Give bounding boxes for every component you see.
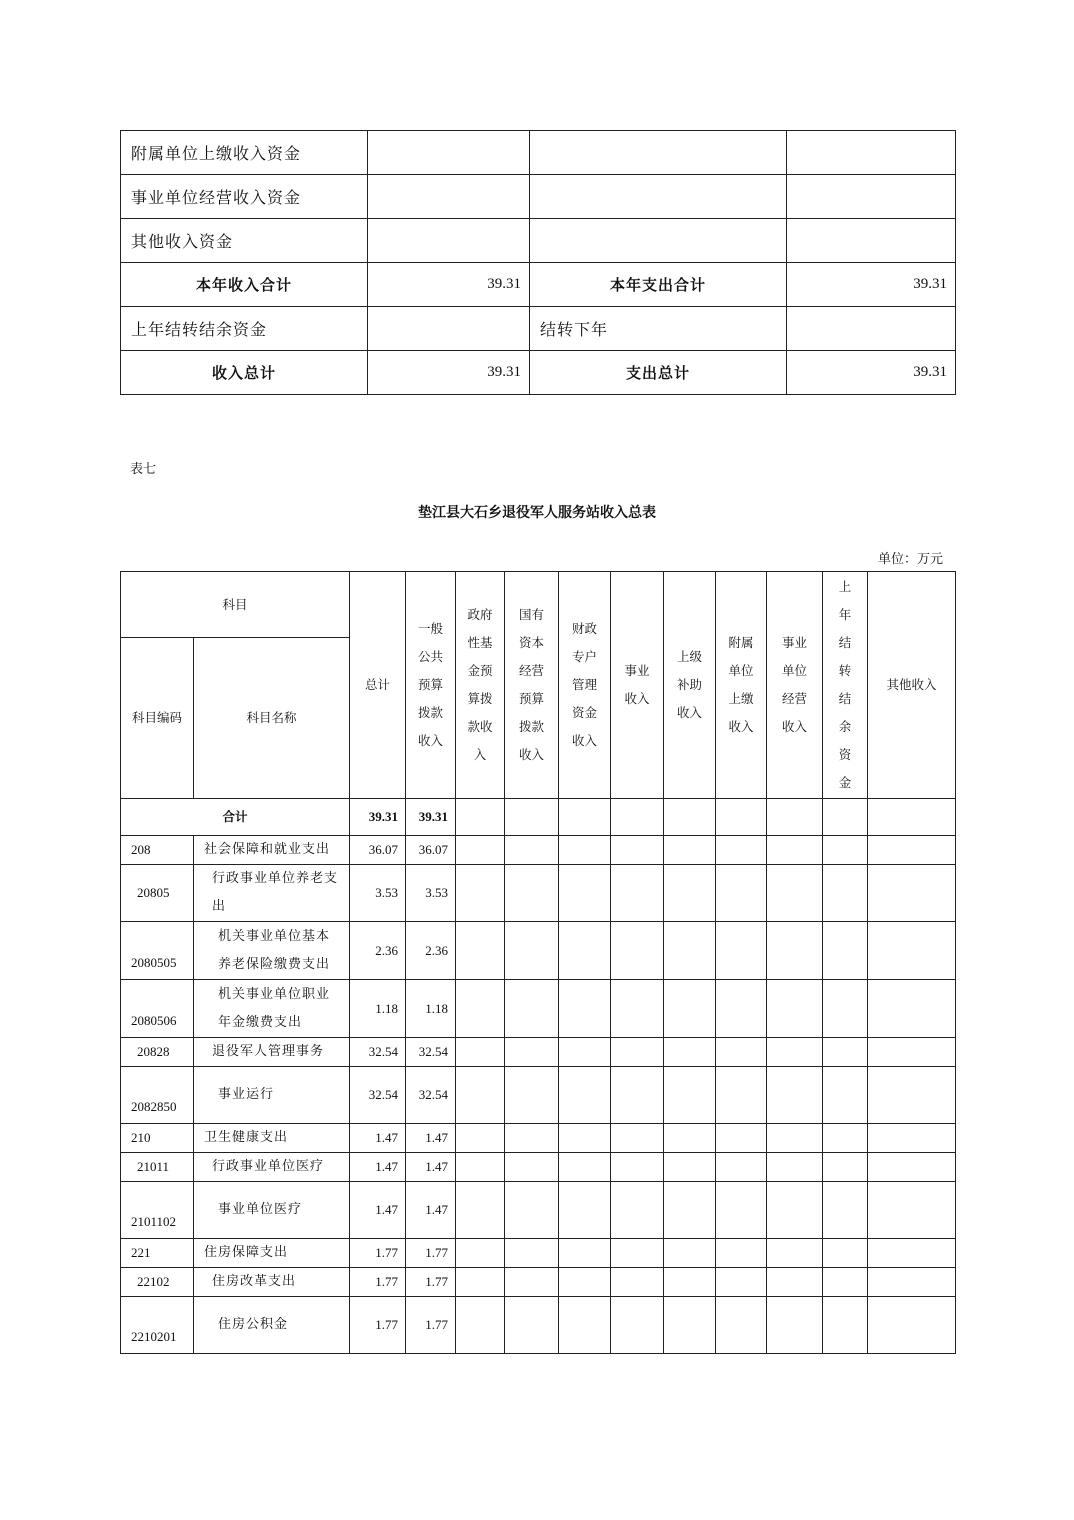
- row-general: 1.47: [406, 1124, 456, 1153]
- row-general: 32.54: [406, 1067, 456, 1124]
- unit-label: 单位：万元: [877, 552, 943, 567]
- summary-table: [120, 130, 956, 395]
- row-code: 221: [121, 1239, 194, 1268]
- row-general: 1.77: [406, 1239, 456, 1268]
- row-general: 1.77: [406, 1297, 456, 1354]
- summary-label: 收入总计: [121, 351, 368, 395]
- summary-right-label: 本年支出合计: [530, 263, 787, 307]
- header-carryover: [823, 572, 868, 799]
- row-code: 21011: [121, 1153, 194, 1182]
- summary-label: 本年收入合计: [121, 263, 368, 307]
- summary-right-value: [787, 219, 956, 263]
- row-total: 32.54: [350, 1067, 406, 1124]
- summary-value: [368, 175, 530, 219]
- row-name: 事业运行: [194, 1067, 350, 1124]
- row-total: 1.47: [350, 1124, 406, 1153]
- summary-right-value: [787, 175, 956, 219]
- header-affiliated-text: 附属单位上缴收入: [728, 635, 754, 734]
- summary-right-label: 结转下年: [530, 307, 787, 351]
- header-business: [611, 572, 664, 799]
- summary-value: [368, 219, 530, 263]
- row-name: 社会保障和就业支出: [194, 836, 350, 865]
- row-code: 2082850: [121, 1067, 194, 1124]
- row-total: 1.77: [350, 1297, 406, 1354]
- header-operating-text: 事业单位经营收入: [782, 635, 808, 734]
- row-general: 1.47: [406, 1182, 456, 1239]
- total-row: [121, 799, 956, 836]
- summary-right-label: 支出总计: [530, 351, 787, 395]
- header-other: 其他收入: [868, 572, 956, 799]
- row-name: 行政事业单位医疗: [194, 1153, 350, 1182]
- row-general: 32.54: [406, 1038, 456, 1067]
- row-total: 1.47: [350, 1153, 406, 1182]
- summary-label: 上年结转结余资金: [121, 307, 368, 351]
- row-name-text: 行政事业单位养老支出: [212, 871, 339, 914]
- row-code: 208: [121, 836, 194, 865]
- summary-row: [121, 219, 956, 263]
- table-tag: 表七: [130, 462, 157, 477]
- row-total: 2.36: [350, 922, 406, 980]
- summary-right-value: 39.31: [787, 351, 956, 395]
- table-row: [121, 1038, 956, 1067]
- row-code: 210: [121, 1124, 194, 1153]
- summary-value: 39.31: [368, 263, 530, 307]
- total-label: 合计: [121, 799, 350, 836]
- summary-row: [121, 131, 956, 175]
- header-name: 科目名称: [194, 638, 350, 799]
- total-value: 39.31: [350, 799, 406, 836]
- summary-right-label: [530, 131, 787, 175]
- table-row: [121, 865, 956, 922]
- header-superior-text: 上级补助收入: [677, 649, 703, 720]
- total-general: 39.31: [406, 799, 456, 836]
- summary-right-label: [530, 219, 787, 263]
- income-table: [120, 571, 956, 1354]
- row-total: 3.53: [350, 865, 406, 922]
- row-general: 1.18: [406, 980, 456, 1038]
- row-general: 2.36: [406, 922, 456, 980]
- row-total: 1.77: [350, 1239, 406, 1268]
- summary-right-value: 39.31: [787, 263, 956, 307]
- header-operating: [767, 572, 823, 799]
- summary-row: [121, 263, 956, 307]
- header-fiscal-special-text: 财政专户管理资金收入: [572, 621, 598, 748]
- row-total: 1.47: [350, 1182, 406, 1239]
- row-name-text: 机关事业单位基本养老保险缴费支出: [218, 928, 331, 972]
- row-name: 住房公积金: [194, 1297, 350, 1354]
- table-row: [121, 1239, 956, 1268]
- table-row: [121, 1182, 956, 1239]
- table-row: [121, 922, 956, 980]
- row-general: 3.53: [406, 865, 456, 922]
- table-row: [121, 1297, 956, 1354]
- header-state-capital: [505, 572, 559, 799]
- row-name: [194, 980, 350, 1038]
- row-total: 36.07: [350, 836, 406, 865]
- header-carryover-text: 上年结转结余资金: [838, 579, 852, 790]
- row-code: 2101102: [121, 1182, 194, 1239]
- row-name-text: 机关事业单位职业年金缴费支出: [218, 986, 331, 1030]
- table-row: [121, 980, 956, 1038]
- header-gov-fund: [456, 572, 505, 799]
- row-total: 1.77: [350, 1268, 406, 1297]
- row-code: 2210201: [121, 1297, 194, 1354]
- summary-right-value: [787, 131, 956, 175]
- row-total: 32.54: [350, 1038, 406, 1067]
- row-name: [194, 922, 350, 980]
- row-general: 1.77: [406, 1268, 456, 1297]
- row-code: 2080505: [121, 922, 194, 980]
- table-row: [121, 1153, 956, 1182]
- header-subject: 科目: [121, 572, 350, 638]
- header-general-budget-text: 一般公共预算拨款收入: [418, 621, 444, 748]
- summary-right-label: [530, 175, 787, 219]
- summary-label: 事业单位经营收入资金: [121, 175, 368, 219]
- header-state-capital-text: 国有资本经营预算拨款收入: [519, 607, 545, 762]
- row-name: 卫生健康支出: [194, 1124, 350, 1153]
- header-business-text: 事业收入: [624, 663, 650, 706]
- header-gov-fund-text: 政府性基金预算拨款收入: [467, 607, 493, 762]
- row-general: 1.47: [406, 1153, 456, 1182]
- table-row: [121, 836, 956, 865]
- summary-row: [121, 307, 956, 351]
- summary-value: 39.31: [368, 351, 530, 395]
- header-affiliated: [716, 572, 767, 799]
- header-fiscal-special: [559, 572, 611, 799]
- header-general-budget: [406, 572, 456, 799]
- row-general: 36.07: [406, 836, 456, 865]
- row-name: 住房改革支出: [194, 1268, 350, 1297]
- summary-value: [368, 307, 530, 351]
- row-code: 2080506: [121, 980, 194, 1038]
- summary-value: [368, 131, 530, 175]
- row-name: 住房保障支出: [194, 1239, 350, 1268]
- header-superior: [664, 572, 716, 799]
- row-name: [194, 865, 350, 922]
- summary-row: [121, 175, 956, 219]
- summary-row: [121, 351, 956, 395]
- table-row: [121, 1268, 956, 1297]
- row-code: 22102: [121, 1268, 194, 1297]
- row-code: 20828: [121, 1038, 194, 1067]
- page-title: 垫江县大石乡退役军人服务站收入总表: [418, 505, 656, 521]
- row-name: 退役军人管理事务: [194, 1038, 350, 1067]
- row-name: 事业单位医疗: [194, 1182, 350, 1239]
- row-total: 1.18: [350, 980, 406, 1038]
- table-row: [121, 1124, 956, 1153]
- header-total-text: 总计: [365, 677, 391, 692]
- summary-label: 附属单位上缴收入资金: [121, 131, 368, 175]
- summary-right-value: [787, 307, 956, 351]
- header-code: 科目编码: [121, 638, 194, 799]
- header-total: [350, 572, 406, 799]
- summary-label: 其他收入资金: [121, 219, 368, 263]
- table-row: [121, 1067, 956, 1124]
- row-code: 20805: [121, 865, 194, 922]
